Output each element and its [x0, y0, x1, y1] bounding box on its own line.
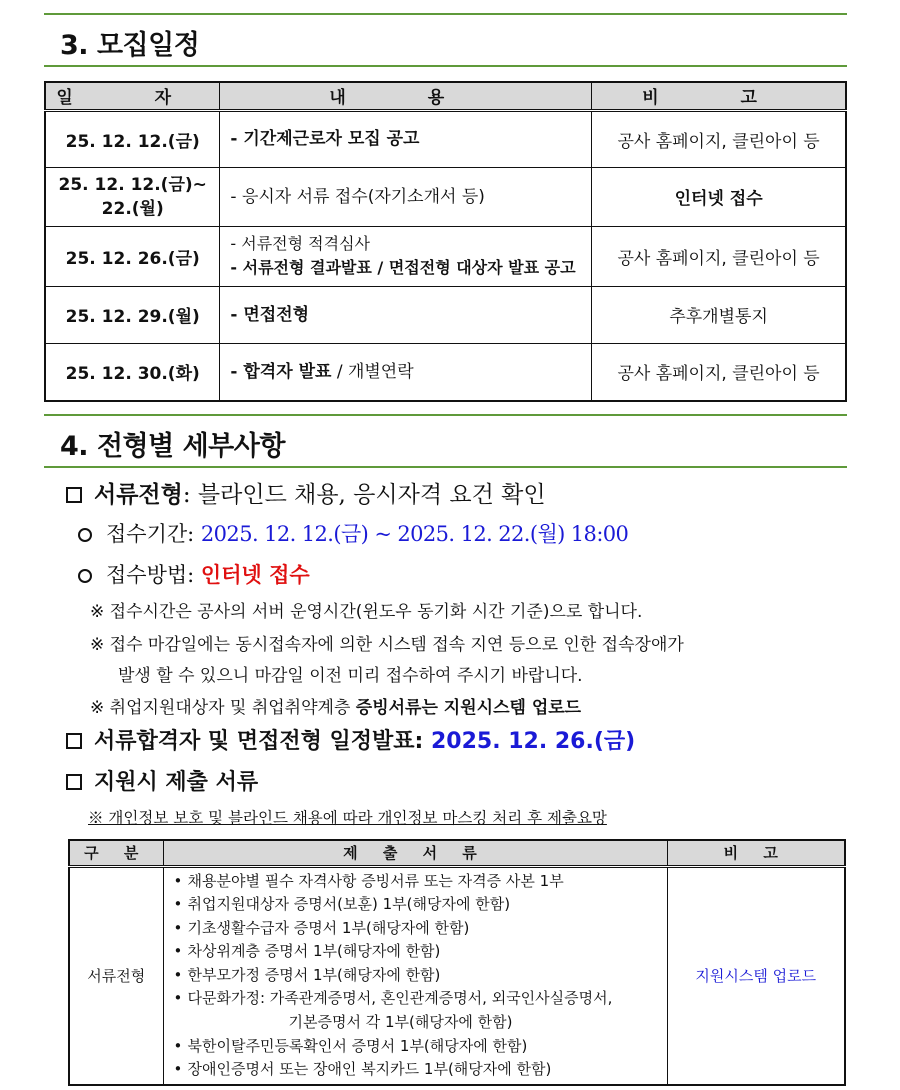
schedule-date: 25. 12. 12.(금) — [45, 110, 220, 167]
docs-list — [164, 868, 667, 1084]
docs-title: 지원시 제출 서류 — [94, 770, 259, 795]
bullet-icon: • — [173, 942, 183, 961]
list-item-continuation — [174, 1011, 667, 1035]
schedule-content — [220, 167, 592, 226]
bullet-icon: • — [173, 1036, 183, 1055]
schedule-note: 추후개별통지 — [592, 286, 846, 343]
checkbox-icon — [66, 774, 82, 790]
schedule-content-suffix: / 개별연락 — [331, 361, 414, 382]
circle-bullet-icon — [78, 569, 92, 583]
docs-header-row — [69, 840, 845, 866]
docs-category: 서류전형 — [69, 866, 163, 1085]
docs-item-text: 취업지원대상자 증명서(보훈) 1부(해당자에 한함) — [187, 895, 511, 914]
method-label: 접수방법: — [106, 563, 201, 587]
schedule-note: 공사 홈페이지, 클린아이 등 — [592, 226, 846, 286]
method-line — [78, 559, 310, 589]
method-value: 인터넷 접수 — [200, 563, 310, 587]
schedule-date — [45, 167, 220, 226]
list-item — [174, 893, 667, 917]
checkbox-icon — [66, 487, 82, 503]
schedule-note: 인터넷 접수 — [592, 167, 846, 226]
list-item — [174, 1058, 667, 1082]
schedule-content — [220, 343, 592, 401]
schedule-content — [220, 286, 592, 343]
doc-screening-desc: : 블라인드 채용, 응시자격 요건 확인 — [182, 482, 546, 508]
bullet-icon: • — [173, 965, 183, 984]
list-item — [174, 870, 667, 894]
docs-item-text: 장애인증명서 또는 장애인 복지카드 1부(해당자에 한함) — [187, 1060, 552, 1079]
doc-screening-label: 서류전형 — [94, 482, 183, 508]
schedule-content-line: - 응시자 서류 접수(자기소개서 등) — [230, 186, 485, 207]
circle-bullet-icon — [78, 528, 92, 542]
period-label: 접수기간: — [106, 522, 201, 546]
docs-header-category: 구 분 — [69, 840, 163, 866]
list-item — [174, 964, 667, 988]
docs-header-docs: 제 출 서 류 — [163, 840, 667, 866]
schedule-table — [44, 81, 847, 402]
section-3-header — [44, 13, 847, 67]
schedule-content-line: - 서류전형 결과발표 / 면접전형 대상자 발표 공고 — [230, 258, 576, 277]
schedule-content-line: - 합격자 발표 — [230, 361, 332, 382]
schedule-content — [220, 110, 592, 167]
docs-item-cont-text: 기본증명서 각 1부(해당자에 한함) — [288, 1013, 513, 1032]
docs-item-text: 기초생활수급자 증명서 1부(해당자에 한함) — [187, 918, 470, 937]
docs-table — [68, 839, 846, 1086]
docs-list-cell — [163, 866, 667, 1085]
schedule-note: 공사 홈페이지, 클린아이 등 — [592, 110, 846, 167]
docs-item-text: 북한이탈주민등록확인서 증명서 1부(해당자에 한함) — [187, 1036, 528, 1055]
schedule-date: 25. 12. 29.(월) — [45, 286, 220, 343]
section-3-title: 3. 모집일정 — [60, 30, 200, 61]
docs-header-note: 비 고 — [667, 840, 845, 866]
note-deadline: ※ 접수 마감일에는 동시접속자에 의한 시스템 접속 지연 등으로 인한 접속장애가 — [90, 635, 684, 655]
section-4-header — [44, 414, 847, 468]
list-item — [174, 987, 667, 1011]
note-upload — [90, 693, 581, 718]
docs-notice: ※ 개인정보 보호 및 블라인드 채용에 따라 개인정보 마스킹 처리 후 제출요망 — [88, 809, 607, 827]
table-row — [45, 226, 846, 286]
note-upload-bold: 증빙서류는 지원시스템 업로드 — [355, 698, 582, 718]
schedule-header-note: 비 고 — [592, 82, 846, 110]
table-row — [45, 167, 846, 226]
list-item — [174, 917, 667, 941]
table-row — [45, 343, 846, 401]
table-row — [45, 110, 846, 167]
schedule-content — [220, 226, 592, 286]
bullet-icon: • — [173, 989, 183, 1008]
schedule-note: 공사 홈페이지, 클린아이 등 — [592, 343, 846, 401]
docs-note: 지원시스템 업로드 — [667, 866, 845, 1085]
table-row — [69, 866, 845, 1085]
bullet-icon: • — [173, 1060, 183, 1079]
period-line — [78, 518, 628, 548]
table-row — [45, 286, 846, 343]
schedule-header-content: 내 용 — [220, 82, 592, 110]
schedule-date: 25. 12. 30.(화) — [45, 343, 220, 401]
note-upload-prefix: ※ 취업지원대상자 및 취업취약계층 — [90, 698, 356, 718]
docs-item-text: 한부모가정 증명서 1부(해당자에 한함) — [187, 965, 441, 984]
schedule-header-row — [45, 82, 846, 110]
schedule-header-date: 일 자 — [45, 82, 220, 110]
doc-screening-line — [66, 476, 546, 509]
bullet-icon: • — [173, 871, 183, 890]
bullet-icon: • — [173, 918, 183, 937]
note-deadline-cont: 발생 할 수 있으니 마감일 이전 미리 접수하여 주시기 바랍니다. — [118, 666, 583, 686]
schedule-date-text: 25. 12. 12.(금)~ 22.(월) — [58, 174, 207, 219]
schedule-content-line: - 기간제근로자 모집 공고 — [230, 129, 420, 149]
checkbox-icon — [66, 733, 82, 749]
schedule-content-line: - 서류전형 적격심사 — [230, 234, 370, 253]
announce-label: 서류합격자 및 면접전형 일정발표: — [94, 729, 431, 754]
list-item — [174, 940, 667, 964]
schedule-content-line: - 면접전형 — [230, 304, 310, 325]
schedule-date: 25. 12. 26.(금) — [45, 226, 220, 286]
docs-item-text: 채용분야별 필수 자격사항 증빙서류 또는 자격증 사본 1부 — [187, 871, 564, 890]
announce-line — [66, 724, 635, 755]
docs-item-text: 차상위계층 증명서 1부(해당자에 한함) — [187, 942, 441, 961]
section-4-title: 4. 전형별 세부사항 — [60, 431, 285, 462]
docs-item-text: 다문화가정: 가족관계증명서, 혼인관계증명서, 외국인사실증명서, — [187, 989, 613, 1008]
list-item — [174, 1035, 667, 1059]
bullet-icon: • — [173, 895, 183, 914]
announce-value: 2025. 12. 26.(금) — [430, 729, 636, 754]
period-value: 2025. 12. 12.(금) ~ 2025. 12. 22.(월) 18:00 — [200, 522, 629, 546]
docs-title-line — [66, 765, 258, 796]
note-server-time: ※ 접수시간은 공사의 서버 운영시간(윈도우 동기화 시간 기준)으로 합니다. — [90, 602, 643, 622]
